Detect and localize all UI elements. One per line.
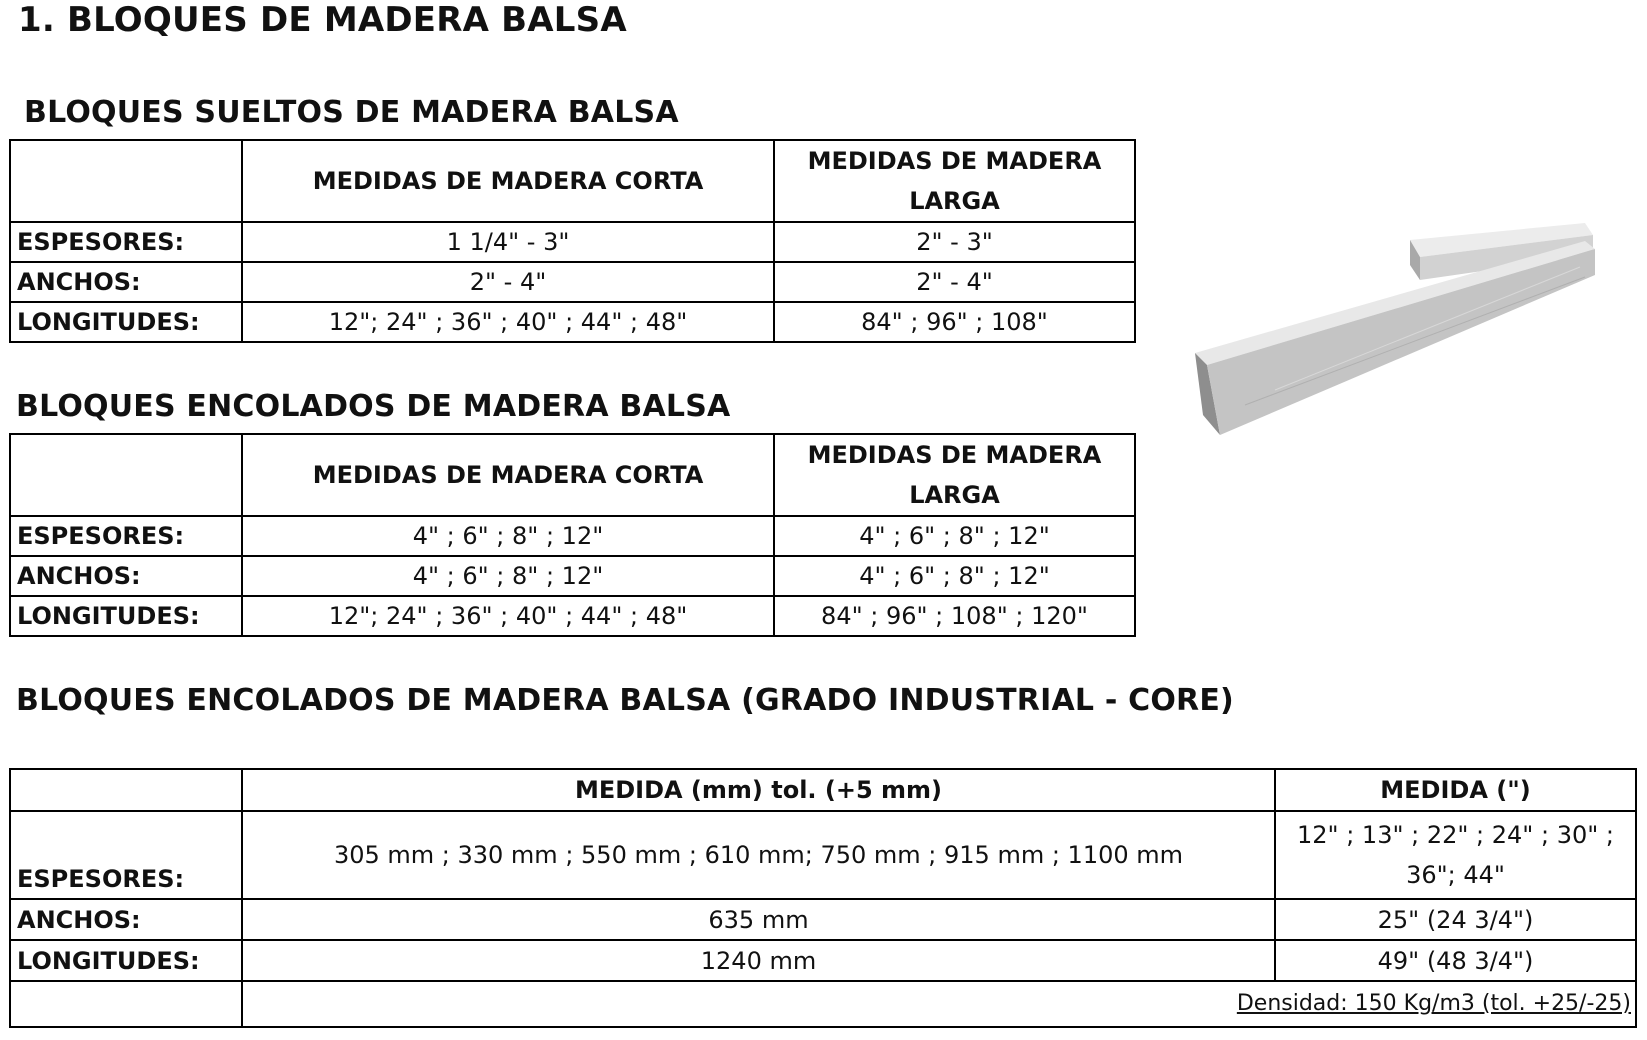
cell-larga: 4" ; 6" ; 8" ; 12": [774, 516, 1135, 556]
cell-corta: 1 1/4" - 3": [242, 222, 774, 262]
cell-corta: 12"; 24" ; 36" ; 40" ; 44" ; 48": [242, 302, 774, 342]
cell-corta: 12"; 24" ; 36" ; 40" ; 44" ; 48": [242, 596, 774, 636]
density-note-cell: [242, 981, 1636, 1027]
cell-inch: 25" (24 3/4"): [1275, 899, 1636, 940]
long-block: [1195, 241, 1595, 435]
row-label: LONGITUDES:: [10, 940, 242, 981]
density-note: Densidad: 150 Kg/m3 (tol. +25/-25): [1236, 991, 1631, 1016]
cell-corta: 4" ; 6" ; 8" ; 12": [242, 556, 774, 596]
header-empty-cell: [10, 140, 242, 222]
section-heading-sueltos: BLOQUES SUELTOS DE MADERA BALSA: [24, 95, 679, 130]
table-industrial: [9, 768, 1637, 1028]
header-corta: MEDIDAS DE MADERA CORTA: [242, 140, 774, 222]
cell-larga: 4" ; 6" ; 8" ; 12": [774, 556, 1135, 596]
page-title: 1. BLOQUES DE MADERA BALSA: [18, 0, 627, 40]
header-larga: MEDIDAS DE MADERA LARGA: [774, 140, 1135, 222]
footer-empty-cell: [10, 981, 242, 1027]
header-mm: MEDIDA (mm) tol. (+5 mm): [242, 769, 1275, 811]
cell-larga: 2" - 4": [774, 262, 1135, 302]
header-larga: MEDIDAS DE MADERA LARGA: [774, 434, 1135, 516]
cell-corta: 2" - 4": [242, 262, 774, 302]
cell-mm: 305 mm ; 330 mm ; 550 mm ; 610 mm; 750 mm ; 915 mm ; 1100 mm: [242, 811, 1275, 899]
table-sueltos: [9, 139, 1136, 343]
header-empty-cell: [10, 434, 242, 516]
table-encolados: [9, 433, 1136, 637]
cell-mm: 1240 mm: [242, 940, 1275, 981]
row-label: ANCHOS:: [10, 556, 242, 596]
row-label: ANCHOS:: [10, 262, 242, 302]
row-label: ANCHOS:: [10, 899, 242, 940]
cell-larga: 84" ; 96" ; 108" ; 120": [774, 596, 1135, 636]
row-label: LONGITUDES:: [10, 302, 242, 342]
row-label: ESPESORES:: [10, 516, 242, 556]
row-label: ESPESORES:: [10, 811, 242, 899]
header-corta: MEDIDAS DE MADERA CORTA: [242, 434, 774, 516]
cell-inch: 12" ; 13" ; 22" ; 24" ; 30" ; 36"; 44": [1275, 811, 1636, 899]
cell-mm: 635 mm: [242, 899, 1275, 940]
row-label: LONGITUDES:: [10, 596, 242, 636]
section-heading-encolados: BLOQUES ENCOLADOS DE MADERA BALSA: [16, 389, 731, 424]
header-inch: MEDIDA ("): [1275, 769, 1636, 811]
cell-larga: 84" ; 96" ; 108": [774, 302, 1135, 342]
cell-inch: 49" (48 3/4"): [1275, 940, 1636, 981]
row-label: ESPESORES:: [10, 222, 242, 262]
section-heading-industrial: BLOQUES ENCOLADOS DE MADERA BALSA (GRADO INDUSTRIAL - CORE): [16, 683, 1234, 718]
header-empty-cell: [10, 769, 242, 811]
cell-corta: 4" ; 6" ; 8" ; 12": [242, 516, 774, 556]
cell-larga: 2" - 3": [774, 222, 1135, 262]
balsa-wood-blocks-image: [1185, 215, 1605, 450]
